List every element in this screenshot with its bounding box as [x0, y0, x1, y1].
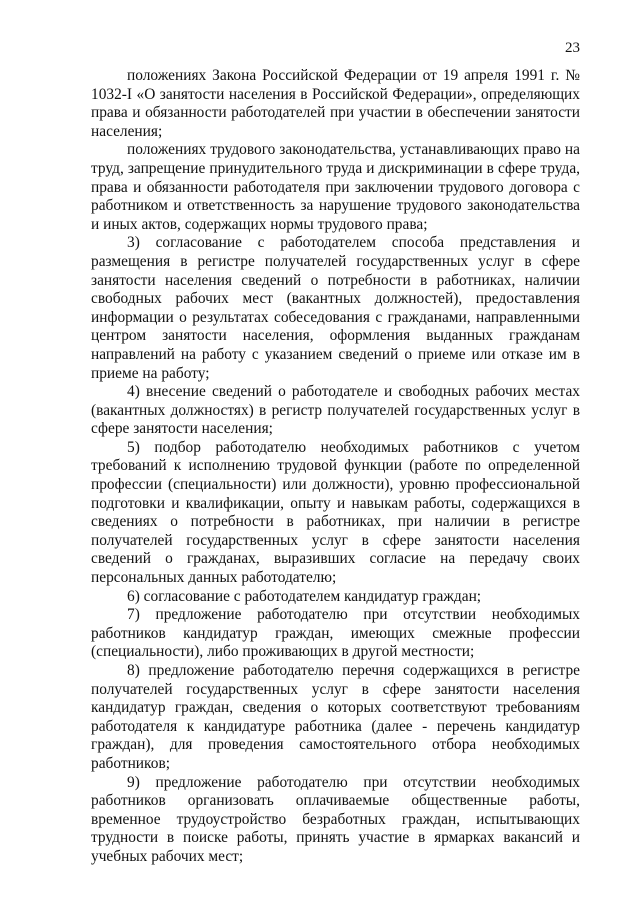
paragraph-item-6: 6) согласование с работодателем кандидатур граждан;	[127, 587, 482, 605]
paragraph-item-9: 9) предложение работодателю при отсутствии необходимых работников организовать оплачиваемые общественные работы, временное трудоустройство безработных граждан, испытывающих трудности в поиске работы, принять участие в ярмарках вакансий и учебных рабочих мест;	[91, 773, 580, 865]
paragraph-item-3: 3) согласование с работодателем способа представления и размещения в регистре получателей государственных услуг в сфере занятости населения сведений о потребности в работниках, наличии свободных рабочих мест (вакантных должностей), предоставления информации о результатах собеседования с гражданами, направленными центром занятости населения, оформления выданных гражданам направлений на работу с указанием сведений о приеме или отказе им в приеме на работу;	[91, 234, 580, 382]
paragraph-item-5: 5) подбор работодателю необходимых работников с учетом требований к исполнению трудовой функции (работе по определенной профессии (специальности) или должности), уровню профессиональной подготовки и квалификации, опыту и навыкам работы, содержащихся в сведениях о потребности в работниках, при наличии в регистре получателей государственных услуг в сфере занятости населения сведений о гражданах, выразивших согласие на передачу своих персональных данных работодателю;	[91, 438, 580, 587]
paragraph-law-provisions: положениях Закона Российской Федерации от 19 апреля 1991 г. № 1032-I «О занятости населения в Российской Федерации», определяющих права и обязанности работодателей при участии в обеспечении занятости населения;	[91, 67, 580, 140]
paragraph-item-4: 4) внесение сведений о работодателе и свободных рабочих местах (вакантных должностях) в регистр получателей государственных услуг в сфере занятости населения;	[91, 383, 580, 438]
paragraph-item-7: 7) предложение работодателю при отсутствии необходимых работников кандидатур граждан, имеющих смежные профессии (специальности), либо проживающих в другой местности;	[91, 606, 580, 661]
paragraph-item-8: 8) предложение работодателю перечня содержащихся в регистре получателей государственных услуг в сфере занятости населения кандидатур граждан, сведения о которых соответствуют требованиям работодателя к кандидатуре работника (далее - перечень кандидатур граждан), для проведения самостоятельного отбора необходимых работников;	[91, 662, 580, 772]
document-body	[91, 67, 580, 867]
page-number: 23	[565, 40, 580, 56]
paragraph-labor-legislation: положениях трудового законодательства, устанавливающих право на труд, запрещение принудительного труда и дискриминации в сфере труда, права и обязанности работодателя при заключении трудового договора с работником и ответственность за нарушение трудового законодательства и иных актов, содержащих нормы трудового права;	[91, 141, 580, 233]
